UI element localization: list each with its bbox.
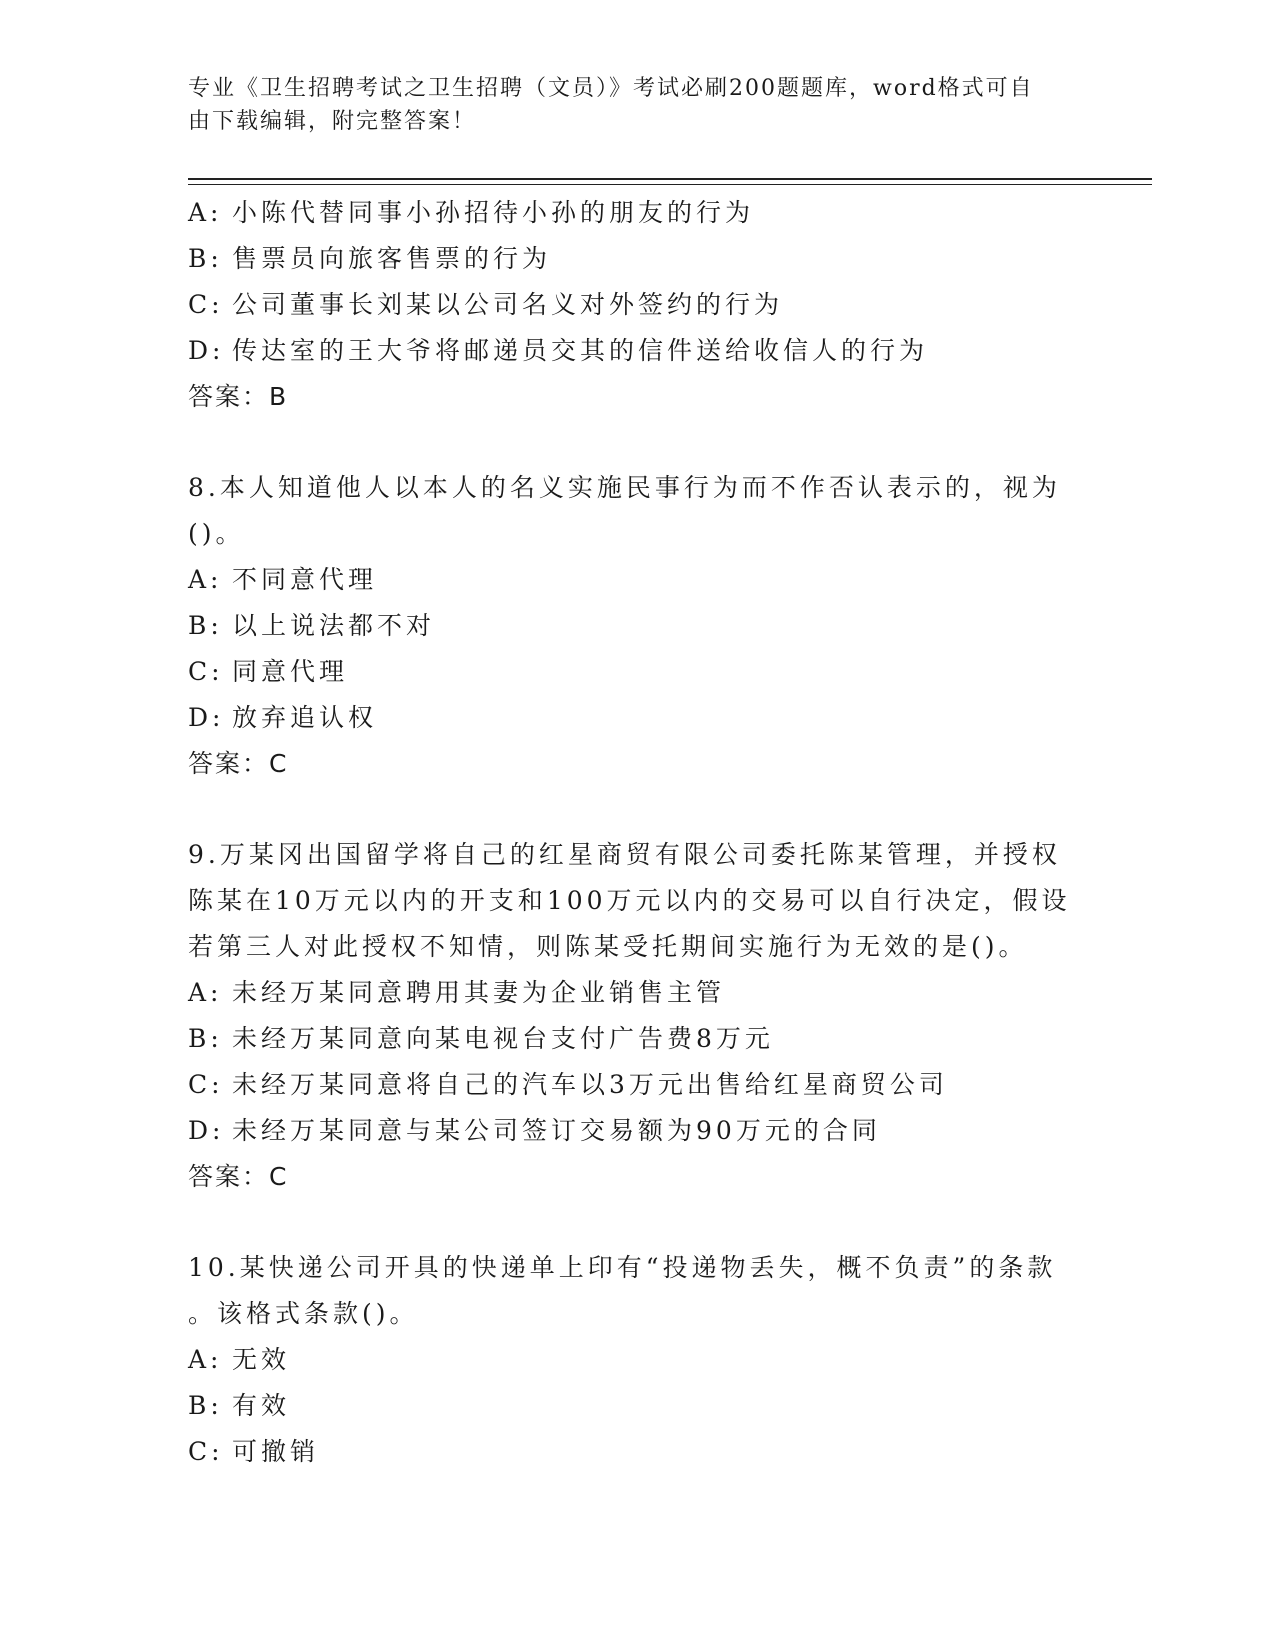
question-9-line-3: 若第三人对此授权不知情，则陈某受托期间实施行为无效的是()。 (188, 932, 1028, 961)
question-content (188, 190, 1088, 1475)
option-c: C: 同意代理 (188, 657, 349, 686)
option-b: B: 售票员向旅客售票的行为 (188, 244, 552, 273)
option-c: C: 公司董事长刘某以公司名义对外签约的行为 (188, 290, 784, 319)
option-d: D: 放弃追认权 (188, 703, 378, 732)
option-a: A: 无效 (188, 1345, 291, 1374)
question-9-line-1: 9.万某冈出国留学将自己的红星商贸有限公司委托陈某管理，并授权 (188, 840, 1061, 869)
option-b: B: 以上说法都不对 (188, 611, 436, 640)
header-divider-thin (188, 184, 1152, 185)
question-8-line-1: 8.本人知道他人以本人的名义实施民事行为而不作否认表示的，视为 (188, 473, 1061, 502)
option-a: A: 未经万某同意聘用其妻为企业销售主管 (188, 978, 726, 1007)
option-b: B: 未经万某同意向某电视台支付广告费8万元 (188, 1024, 774, 1053)
question-10-options (188, 1337, 1088, 1475)
option-a: A: 不同意代理 (188, 565, 378, 594)
answer-7: 答案：B (188, 382, 289, 411)
option-d: D: 未经万某同意与某公司签订交易额为90万元的合同 (188, 1116, 881, 1145)
option-c: C: 未经万某同意将自己的汽车以3万元出售给红星商贸公司 (188, 1070, 948, 1099)
answer-8: 答案：C (188, 749, 289, 778)
question-8-options (188, 557, 1088, 741)
header-divider-thick (188, 178, 1152, 180)
option-d: D: 传达室的王大爷将邮递员交其的信件送给收信人的行为 (188, 336, 929, 365)
question-9-line-2: 陈某在10万元以内的开支和100万元以内的交易可以自行决定，假设 (188, 886, 1071, 915)
document-header (188, 72, 1068, 138)
option-a: A: 小陈代替同事小孙招待小孙的朋友的行为 (188, 198, 755, 227)
answer-9: 答案：C (188, 1162, 289, 1191)
header-line-1: 专业《卫生招聘考试之卫生招聘（文员）》考试必刷200题题库，word格式可自 (188, 76, 1034, 101)
question-10-line-1: 10.某快递公司开具的快递单上印有“投递物丢失，概不负责”的条款 (188, 1253, 1057, 1282)
option-b: B: 有效 (188, 1391, 291, 1420)
option-c: C: 可撤销 (188, 1437, 320, 1466)
question-7-options (188, 190, 1088, 374)
header-line-2: 由下载编辑，附完整答案！ (188, 109, 477, 134)
question-8-line-2: ()。 (188, 519, 245, 548)
question-9-options (188, 970, 1088, 1154)
question-10-line-2: 。该格式条款()。 (188, 1299, 419, 1328)
